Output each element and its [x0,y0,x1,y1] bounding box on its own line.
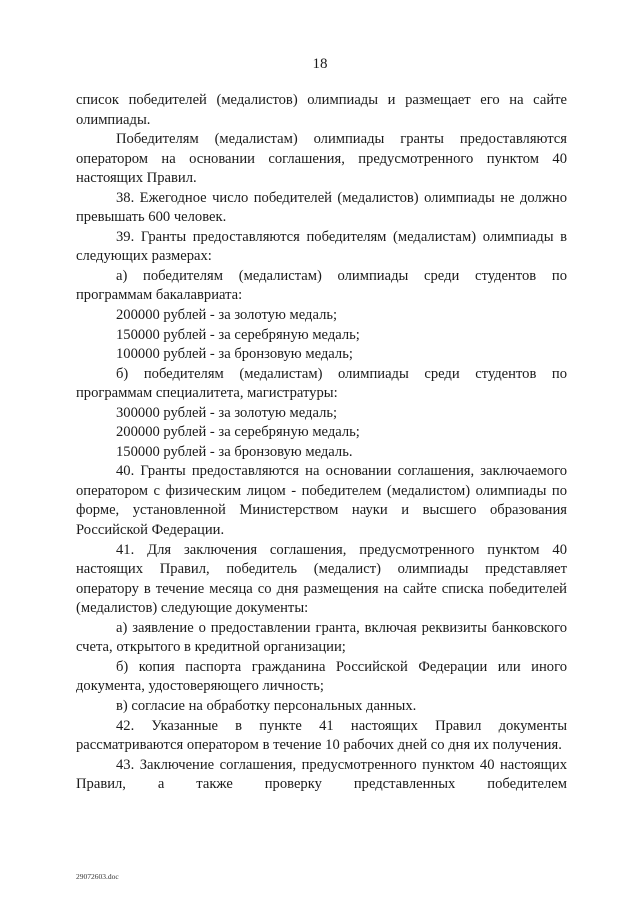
paragraph-winners-list: список победителей (медалистов) олимпиады и размещает его на сайте олимпиады. [76,92,567,128]
list-item-passport-copy: б) копия паспорта гражданина Российской Федерации или иного документа, удостоверяющего личность; [76,658,567,695]
list-item-bachelor-silver: 150000 рублей - за серебряную медаль; [116,326,360,343]
paragraph-specialist-master-winners: б) победителям (медалистам) олимпиады среди студентов по программам специалитета, магистратуры: [76,365,567,402]
list-item-data-consent: в) согласие на обработку персональных данных. [116,697,417,714]
document-body [76,91,567,795]
list-item-bachelor-bronze: 100000 рублей - за бронзовую медаль; [116,346,353,363]
paragraph-item-39: 39. Гранты предоставляются победителям (медалистам) олимпиады в следующих размерах: [76,228,567,265]
paragraph-grants-basis: Победителям (медалистам) олимпиады гранты предоставляются оператором на основании соглашения, предусмотренного пунктом 40 настоящих Правил. [76,131,567,187]
footer-file-code: 29072603.doc [76,872,119,881]
paragraph-item-42: 42. Указанные в пункте 41 настоящих Правил документы рассматриваются оператором в течение 10 рабочих дней со дня их получения. [76,717,567,754]
list-item-master-gold: 300000 рублей - за золотую медаль; [116,404,338,421]
paragraph-item-41: 41. Для заключения соглашения, предусмотренного пунктом 40 настоящих Правил, победитель (медалист) олимпиады представляет оператору в течение месяца со дня размещения на сайте списка победителей (медалистов) следующие документы: [76,541,567,617]
paragraph-item-43: 43. Заключение соглашения, предусмотренного пунктом 40 настоящих Правил, а также проверку представленных победителем [76,756,567,793]
list-item-bachelor-gold: 200000 рублей - за золотую медаль; [116,307,338,324]
paragraph-item-38: 38. Ежегодное число победителей (медалистов) олимпиады не должно превышать 600 человек. [76,189,567,226]
list-item-application: а) заявление о предоставлении гранта, включая реквизиты банковского счета, открытого в кредитной организации; [76,619,567,656]
list-item-master-silver: 200000 рублей - за серебряную медаль; [116,424,360,441]
page-number: 18 [312,56,328,72]
paragraph-item-40: 40. Гранты предоставляются на основании соглашения, заключаемого оператором с физическим лицом - победителем (медалистом) олимпиады по форме, установленной Министерством науки и высшего образования Российской Федерации. [76,463,567,539]
paragraph-bachelor-winners: а) победителям (медалистам) олимпиады среди студентов по программам бакалавриата: [76,267,567,304]
list-item-master-bronze: 150000 рублей - за бронзовую медаль. [116,443,353,460]
